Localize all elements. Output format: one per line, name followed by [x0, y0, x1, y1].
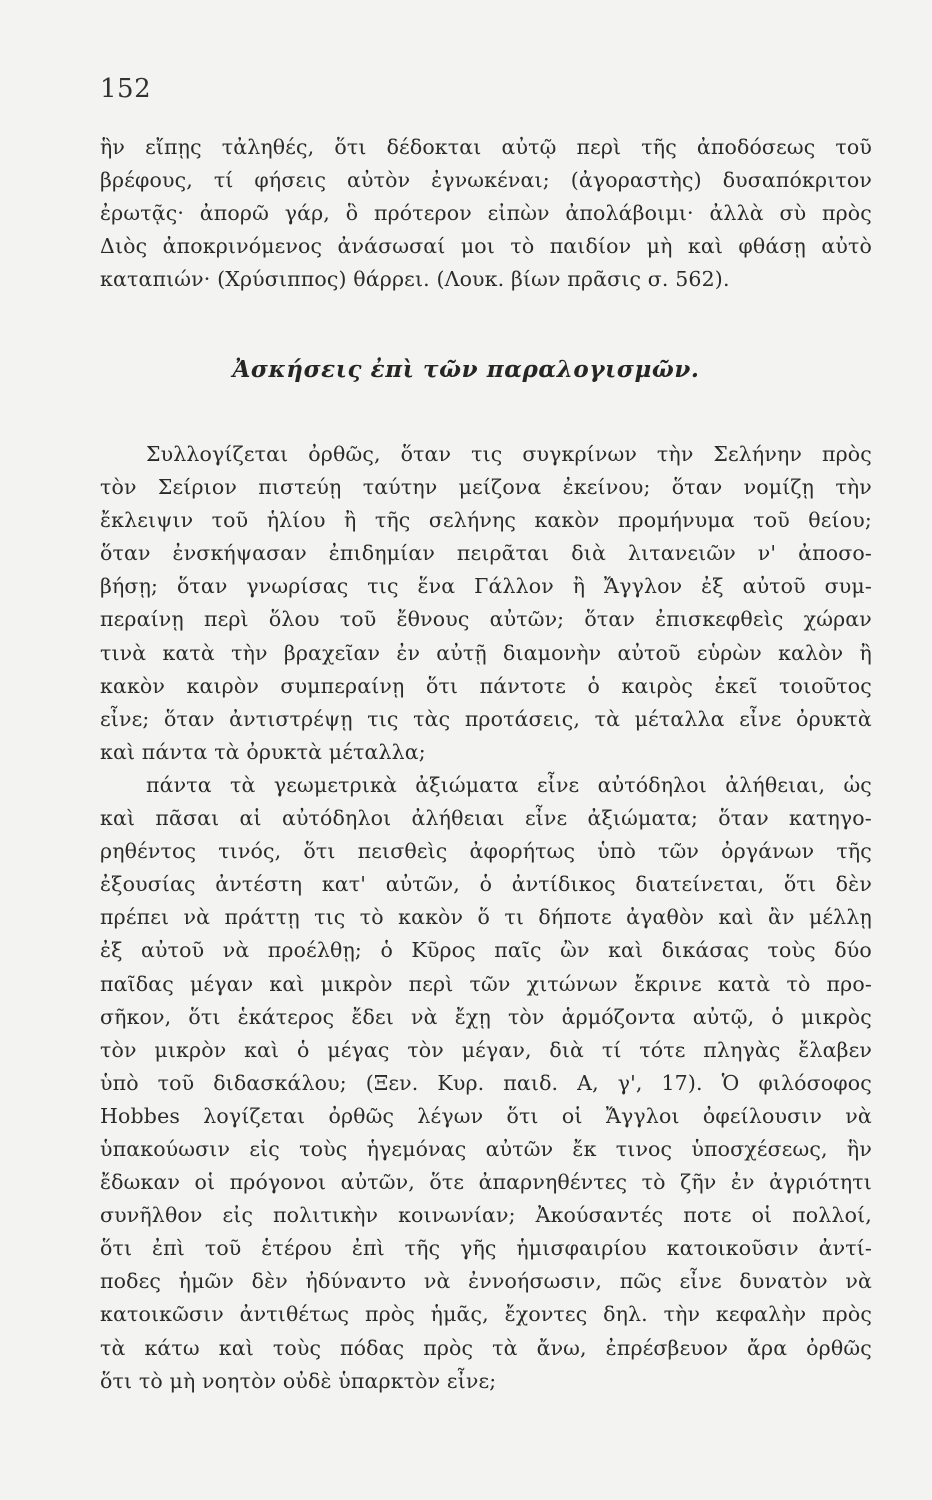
- text-line: καταπιών· (Χρύσιππος) θάρρει. (Λουκ. βίων πρᾶσις σ. 562).: [100, 267, 730, 292]
- text-line: ἐρωτᾷς· ἀπορῶ γάρ, ὃ πρότερον εἰπὼν ἀπολάβοιμι· ἀλλὰ σὺ πρὸς: [100, 201, 872, 226]
- text-line: ἐξ αὐτοῦ νὰ προέλθῃ; ὁ Κῦρος παῖς ὢν καὶ δικάσας τοὺς δύο: [100, 938, 872, 963]
- text-line: ἔδωκαν οἱ πρόγονοι αὐτῶν, ὅτε ἀπαρνηθέντες τὸ ζῆν ἐν ἀγριότητι: [100, 1170, 872, 1195]
- text-line: καὶ πᾶσαι αἱ αὐτόδηλοι ἀλήθειαι εἶνε ἀξιώματα; ὅταν κατηγο-: [100, 806, 872, 831]
- text-line: κακὸν καιρὸν συμπεραίνῃ ὅτι πάντοτε ὁ καιρὸς ἐκεῖ τοιοῦτος: [100, 673, 872, 698]
- text-line: εἶνε; ὅταν ἀντιστρέψῃ τις τὰς προτάσεις, τὰ μέταλλα εἶνε ὀρυκτὰ: [100, 706, 872, 731]
- text-line: ἔκλειψιν τοῦ ἡλίου ἢ τῆς σελήνης κακὸν προμήνυμα τοῦ θείου;: [100, 508, 872, 533]
- text-line: τὸν μικρὸν καὶ ὁ μέγας τὸν μέγαν, διὰ τί τότε πληγὰς ἔλαβεν: [100, 1037, 872, 1062]
- text-line: παῖδας μέγαν καὶ μικρὸν περὶ τῶν χιτώνων ἔκρινε κατὰ τὸ προ-: [100, 971, 872, 996]
- text-line: Hobbes λογίζεται ὀρθῶς λέγων ὅτι οἱ Ἄγγλοι ὀφείλουσιν νὰ: [100, 1103, 872, 1128]
- text-line: ἣν εἴπῃς τἀληθές, ὅτι δέδοκται αὐτῷ περὶ τῆς ἀποδόσεως τοῦ: [100, 135, 872, 159]
- text-line: ὅτι τὸ μὴ νοητὸν οὐδὲ ὑπαρκτὸν εἶνε;: [100, 1368, 497, 1393]
- section-heading: Ἀσκήσεις ἐπὶ τῶν παραλογισμῶν.: [232, 356, 700, 383]
- paragraph-1: [100, 131, 872, 296]
- text-line: τὸν Σείριον πιστεύῃ ταύτην μείζονα ἐκείνου; ὅταν νομίζῃ τὴν: [100, 475, 872, 500]
- text-line: βήσῃ; ὅταν γνωρίσας τις ἕνα Γάλλον ἢ Ἄγγλον ἐξ αὐτοῦ συμ-: [100, 574, 872, 599]
- text-line: Συλλογίζεται ὀρθῶς, ὅταν τις συγκρίνων τὴν Σελήνην πρὸς: [146, 442, 872, 466]
- paragraph-2: [100, 438, 872, 1398]
- text-line: ὅτι ἐπὶ τοῦ ἑτέρου ἐπὶ τῆς γῆς ἡμισφαιρίου κατοικοῦσιν ἀντί-: [100, 1236, 872, 1261]
- text-line: πρέπει νὰ πράττῃ τις τὸ κακὸν ὅ τι δήποτε ἀγαθὸν καὶ ἂν μέλλῃ: [100, 905, 872, 930]
- text-line: τὰ κάτω καὶ τοὺς πόδας πρὸς τὰ ἄνω, ἐπρέσβευον ἄρα ὀρθῶς: [100, 1335, 872, 1360]
- text-line: τινὰ κατὰ τὴν βραχεῖαν ἐν αὐτῇ διαμονὴν αὐτοῦ εὑρὼν καλὸν ἢ: [100, 640, 872, 665]
- text-line: κατοικῶσιν ἀντιθέτως πρὸς ἡμᾶς, ἔχοντες δηλ. τὴν κεφαλὴν πρὸς: [100, 1302, 872, 1327]
- text-line: πάντα τὰ γεωμετρικὰ ἀξιώματα εἶνε αὐτόδηλοι ἀλήθειαι, ὡς: [146, 772, 872, 797]
- text-line: καὶ πάντα τὰ ὀρυκτὰ μέταλλα;: [100, 739, 426, 764]
- text-line: συνῆλθον εἰς πολιτικὴν κοινωνίαν; Ἀκούσαντές ποτε οἱ πολλοί,: [100, 1203, 872, 1228]
- page-number: 152: [100, 74, 152, 104]
- text-line: ὑπὸ τοῦ διδασκάλου; (Ξεν. Κυρ. παιδ. Α, γ', 17). Ὁ φιλόσοφος: [100, 1070, 872, 1095]
- text-line: ὑπακούωσιν εἰς τοὺς ἡγεμόνας αὐτῶν ἔκ τινος ὑποσχέσεως, ἣν: [100, 1136, 872, 1161]
- text-line: ρηθέντος τινός, ὅτι πεισθεὶς ἀφορήτως ὑπὸ τῶν ὀργάνων τῆς: [100, 839, 872, 864]
- text-line: ποδες ἡμῶν δὲν ἠδύναντο νὰ ἐννοήσωσιν, πῶς εἶνε δυνατὸν νὰ: [100, 1269, 872, 1294]
- text-line: βρέφους, τί φήσεις αὐτὸν ἐγνωκέναι; (ἀγοραστὴς) δυσαπόκριτον: [100, 168, 872, 193]
- text-line: περαίνῃ περὶ ὅλου τοῦ ἔθνους αὐτῶν; ὅταν ἐπισκεφθεὶς χώραν: [100, 607, 872, 632]
- text-line: ἐξουσίας ἀντέστη κατ' αὐτῶν, ὁ ἀντίδικος διατείνεται, ὅτι δὲν: [100, 872, 872, 897]
- text-line: Διὸς ἀποκρινόμενος ἀνάσωσαί μοι τὸ παιδίον μὴ καὶ φθάσῃ αὐτὸ: [100, 234, 872, 259]
- text-line: σῆκον, ὅτι ἑκάτερος ἔδει νὰ ἔχῃ τὸν ἁρμόζοντα αὐτῷ, ὁ μικρὸς: [100, 1004, 872, 1029]
- text-line: ὅταν ἐνσκήψασαν ἐπιδημίαν πειρᾶται διὰ λιτανειῶν ν' ἀποσο-: [100, 541, 872, 566]
